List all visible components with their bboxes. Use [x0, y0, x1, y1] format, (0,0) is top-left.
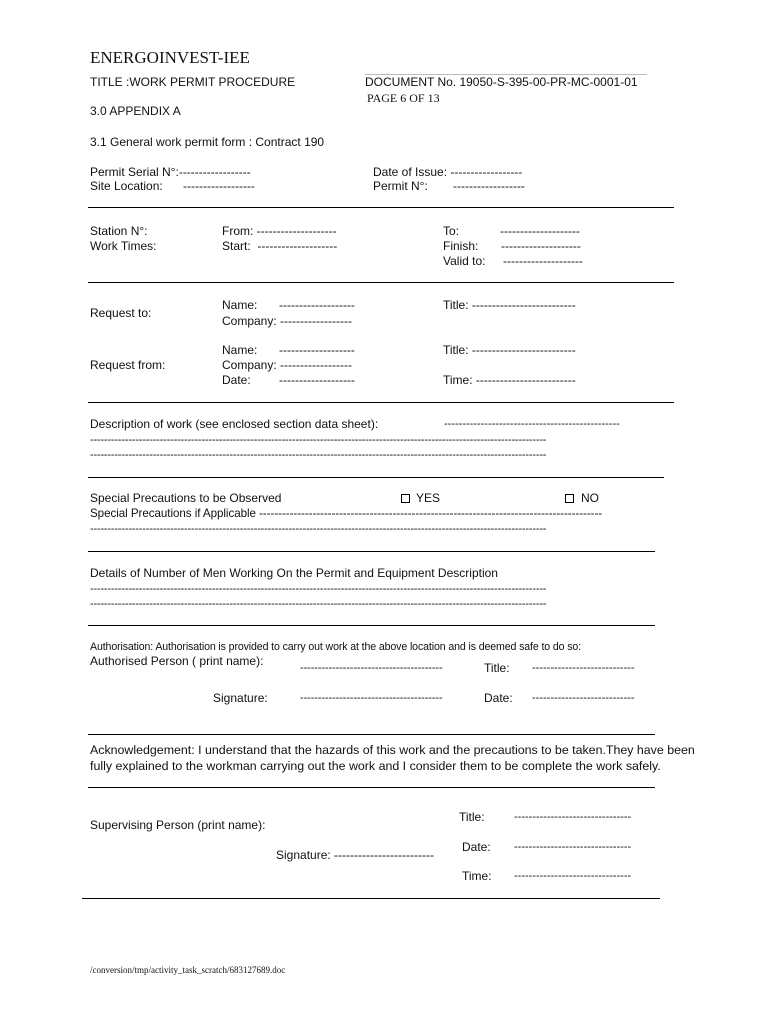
- checkbox-square-icon: [565, 494, 574, 503]
- site-location-label: Site Location:: [90, 179, 163, 193]
- appendix-heading: 3.0 APPENDIX A: [90, 104, 181, 118]
- page-number: PAGE 6 OF 13: [367, 91, 440, 105]
- section-divider: [88, 734, 655, 735]
- description-label: Description of work (see enclosed section data sheet):: [90, 417, 379, 431]
- permit-number-field[interactable]: ------------------: [453, 179, 525, 193]
- finish-label: Finish:: [443, 239, 479, 253]
- no-label: NO: [581, 491, 599, 505]
- request-to-name-field[interactable]: -------------------: [279, 298, 355, 312]
- checkbox-square-icon: [401, 494, 410, 503]
- supervising-title-field[interactable]: --------------------------------: [514, 811, 632, 823]
- work-times-label: Work Times:: [90, 239, 157, 253]
- authorised-person-field[interactable]: ----------------------------------------: [300, 662, 443, 674]
- supervising-time-label: Time:: [462, 869, 492, 883]
- yes-label: YES: [416, 491, 441, 505]
- men-working-label: Details of Number of Men Working On the Permit and Equipment Description: [90, 566, 498, 580]
- precautions-applicable-field[interactable]: Special Precautions if Applicable ------------------------------------------------------------------------------------------: [90, 507, 603, 520]
- request-from-name-field[interactable]: -------------------: [279, 343, 355, 357]
- precautions-label: Special Precautions to be Observed: [90, 491, 282, 505]
- permit-number-label: Permit N°:: [373, 179, 428, 193]
- request-from-name-label: Name:: [222, 343, 258, 357]
- authorisation-statement: Authorisation: Authorisation is provided to carry out work at the above location and is deemed safe to do so:: [90, 641, 582, 653]
- section-divider: [82, 898, 660, 899]
- station-number-label: Station N°:: [90, 224, 148, 238]
- men-working-line[interactable]: -----------------------------------------------------------------------------------------------------------------------------------: [90, 583, 547, 595]
- request-from-label: Request from:: [90, 358, 166, 372]
- to-field[interactable]: --------------------: [500, 224, 580, 238]
- description-line[interactable]: -----------------------------------------------------------------------------------------------------------------------------------: [90, 434, 547, 446]
- request-to-company-field[interactable]: Company: ------------------: [222, 314, 352, 328]
- supervising-title-label: Title:: [459, 810, 485, 824]
- supervising-date-field[interactable]: --------------------------------: [514, 841, 632, 853]
- to-label: To:: [443, 224, 460, 238]
- request-from-date-label: Date:: [222, 373, 251, 387]
- company-name: ENERGOINVEST-IEE: [90, 48, 250, 67]
- start-field[interactable]: Start: --------------------: [222, 239, 338, 253]
- section-divider: [88, 207, 674, 208]
- section-divider: [88, 402, 674, 403]
- request-to-name-label: Name:: [222, 298, 258, 312]
- section-divider: [88, 477, 664, 478]
- request-from-time-field[interactable]: Time: -------------------------: [443, 373, 576, 387]
- acknowledgement-line-2: fully explained to the workman carrying out the work and I consider them to be complete the work safely.: [90, 759, 661, 773]
- supervising-signature-field[interactable]: Signature: -------------------------: [276, 848, 434, 862]
- form-title: 3.1 General work permit form : Contract 190: [90, 135, 325, 149]
- finish-field[interactable]: --------------------: [501, 239, 581, 253]
- section-divider: [88, 787, 655, 788]
- men-working-line[interactable]: -----------------------------------------------------------------------------------------------------------------------------------: [90, 598, 547, 610]
- supervising-time-field[interactable]: --------------------------------: [514, 870, 632, 882]
- document-title: TITLE :WORK PERMIT PROCEDURE: [90, 75, 296, 89]
- description-field[interactable]: ------------------------------------------------: [444, 418, 620, 430]
- permit-serial-field[interactable]: Permit Serial N°:------------------: [90, 165, 251, 179]
- authorisation-signature-field[interactable]: ----------------------------------------: [300, 692, 443, 704]
- section-divider: [88, 625, 655, 626]
- section-divider: [88, 282, 674, 283]
- request-from-date-field[interactable]: -------------------: [279, 373, 355, 387]
- no-checkbox[interactable]: [565, 491, 599, 505]
- date-of-issue-field[interactable]: Date of Issue: ------------------: [373, 165, 523, 179]
- acknowledgement-line-1: Acknowledgement: I understand that the hazards of this work and the precautions to be taken.They have been: [90, 743, 695, 757]
- authorisation-signature-label: Signature:: [213, 691, 268, 705]
- precautions-line[interactable]: -----------------------------------------------------------------------------------------------------------------------------------: [90, 523, 547, 535]
- authorisation-title-label: Title:: [484, 661, 510, 675]
- authorised-person-label: Authorised Person ( print name):: [90, 654, 264, 668]
- description-line[interactable]: -----------------------------------------------------------------------------------------------------------------------------------: [90, 449, 547, 461]
- request-to-title-field[interactable]: Title: --------------------------: [443, 298, 576, 312]
- request-from-company-field[interactable]: Company: ------------------: [222, 358, 352, 372]
- supervising-person-label: Supervising Person (print name):: [90, 818, 266, 832]
- from-field[interactable]: From: --------------------: [222, 224, 337, 238]
- supervising-date-label: Date:: [462, 840, 491, 854]
- authorisation-date-label: Date:: [484, 691, 513, 705]
- valid-to-label: Valid to:: [443, 254, 486, 268]
- authorisation-title-field[interactable]: ----------------------------: [532, 662, 635, 674]
- document-number: DOCUMENT No. 19050-S-395-00-PR-MC-0001-01: [365, 75, 638, 89]
- section-divider: [88, 551, 655, 552]
- authorisation-date-field[interactable]: ----------------------------: [532, 692, 635, 704]
- valid-to-field[interactable]: --------------------: [503, 254, 583, 268]
- request-to-label: Request to:: [90, 306, 152, 320]
- footer-file-path: /conversion/tmp/activity_task_scratch/683127689.doc: [90, 965, 286, 975]
- yes-checkbox[interactable]: [401, 491, 440, 505]
- request-from-title-field[interactable]: Title: --------------------------: [443, 343, 576, 357]
- site-location-field[interactable]: ------------------: [183, 179, 255, 193]
